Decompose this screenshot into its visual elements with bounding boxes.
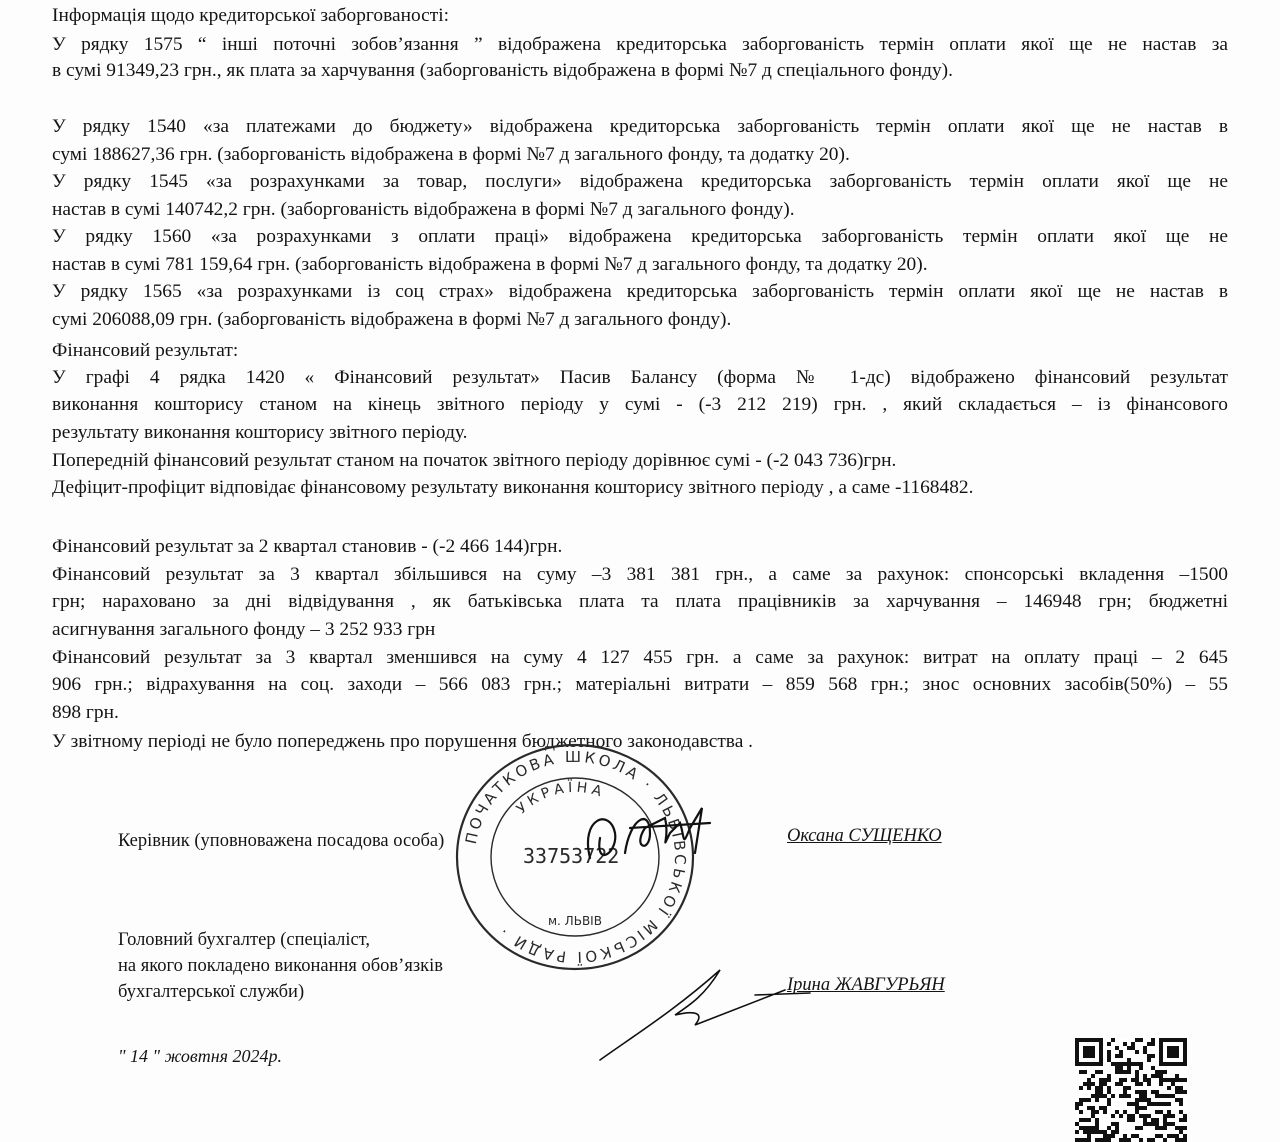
result-para-line-3: результату виконання кошторису звітного періоду. [52, 422, 468, 443]
payable-1540-line-2: сумі 188627,36 грн. (заборгованість відображена в формі №7 д загального фонду, та додатку 20). [52, 144, 850, 165]
q3-decrease-line-3: 898 грн. [52, 702, 119, 723]
head-signature [570, 778, 720, 878]
payables-heading: Інформація щодо кредиторської заборгованості: [52, 5, 449, 26]
accountant-name: Ірина ЖАВГУРЬЯН [787, 975, 945, 995]
stamp-city: м. ЛЬВІВ [548, 914, 602, 928]
result-para-line-2: виконання кошторису станом на кінець звітного періоду у сумі - (-3 212 219) грн. , який складається – із фінансового [52, 394, 1228, 415]
payable-1560-line-2: настав в сумі 781 159,64 грн. (заборгованість відображена в формі №7 д загального фонду, та додатку 20). [52, 254, 928, 275]
no-warnings: У звітному періоді не було попереджень про порушення бюджетного законодавства . [52, 731, 754, 752]
q3-decrease-line-2: 906 грн.; відрахування на соц. заходи – 566 083 грн.; матеріальні витрати – 859 568 грн.; знос основних засобів(50%) – 55 [52, 674, 1228, 695]
accountant-label-3: бухгалтерської служби) [118, 982, 305, 1002]
q3-increase-line-1: Фінансовий результат за 3 квартал збільшився на суму –3 381 381 грн., а саме за рахунок: спонсорські вкладення –1500 [52, 564, 1228, 585]
payable-1540-line-1: У рядку 1540 «за платежами до бюджету» відображена кредиторська заборгованість термін оплати якої ще не настав в [52, 116, 1228, 137]
result-heading: Фінансовий результат: [52, 340, 239, 361]
payable-1565-line-2: сумі 206088,09 грн. (заборгованість відображена в формі №7 д загального фонду). [52, 309, 732, 330]
payable-1545-line-1: У рядку 1545 «за розрахунками за товар, послуги» відображена кредиторська заборгованість термін оплати якої ще не [52, 171, 1228, 192]
qr-code [1075, 1038, 1187, 1142]
payable-1565-line-1: У рядку 1565 «за розрахунками із соц страх» відображена кредиторська заборгованість термін оплати якої ще не настав в [52, 281, 1228, 302]
deficit-surplus: Дефіцит-профіцит відповідає фінансовому результату виконання кошторису звітного періоду , а саме -1168482. [52, 477, 974, 498]
q3-increase-line-2: грн; нараховано за дні відвідування , як батьківська плата та плата працівників за харчування – 146948 грн; бюджетні [52, 591, 1228, 612]
accountant-label-1: Головний бухгалтер (спеціаліст, [118, 930, 370, 950]
previous-result: Попередній фінансовий результат станом на початок звітного періоду дорівнює сумі - (-2 043 736)грн. [52, 450, 897, 471]
q3-decrease-line-1: Фінансовий результат за 3 квартал зменшився на суму 4 127 455 грн. а саме за рахунок: витрат на оплату праці – 2 645 [52, 647, 1228, 668]
payable-1575-line-2: в сумі 91349,23 грн., як плата за харчування (заборгованість відображена в формі №7 д спеціального фонду). [52, 60, 953, 81]
document-date: " 14 " жовтня 2024р. [118, 1046, 283, 1066]
payable-1575-line-1: У рядку 1575 “ інші поточні зобов’язання ” відображена кредиторська заборгованість термін оплати якої ще не настав за [52, 34, 1228, 55]
head-label: Керівник (уповноважена посадова особа) [118, 831, 445, 851]
svg-text:ПОЧАТКОВА ШКОЛА · ЛЬВІВСЬКОЇ М: ПОЧАТКОВА ШКОЛА · ЛЬВІВСЬКОЇ МІСЬКОЇ РАДИ · [461, 747, 690, 967]
accountant-label-2: на якого покладено виконання обов’язків [118, 956, 443, 976]
stamp-country: УКРАЇНА [513, 779, 608, 818]
payable-1545-line-2: настав в сумі 140742,2 грн. (заборгованість відображена в формі №7 д загального фонду). [52, 199, 795, 220]
q3-increase-line-3: асигнування загального фонду – 3 252 933 грн [52, 619, 436, 640]
payable-1560-line-1: У рядку 1560 «за розрахунками з оплати праці» відображена кредиторська заборгованість термін оплати якої ще не [52, 226, 1228, 247]
stamp-code: 33753722 [523, 844, 620, 868]
q2-result: Фінансовий результат за 2 квартал становив - (-2 466 144)грн. [52, 536, 563, 557]
result-para-line-1: У графі 4 рядка 1420 « Фінансовий результат» Пасив Балансу (форма № 1-дс) відображено фінансовий результат [52, 367, 1228, 388]
accountant-signature [595, 965, 815, 1065]
head-name: Оксана СУЩЕНКО [787, 826, 942, 846]
